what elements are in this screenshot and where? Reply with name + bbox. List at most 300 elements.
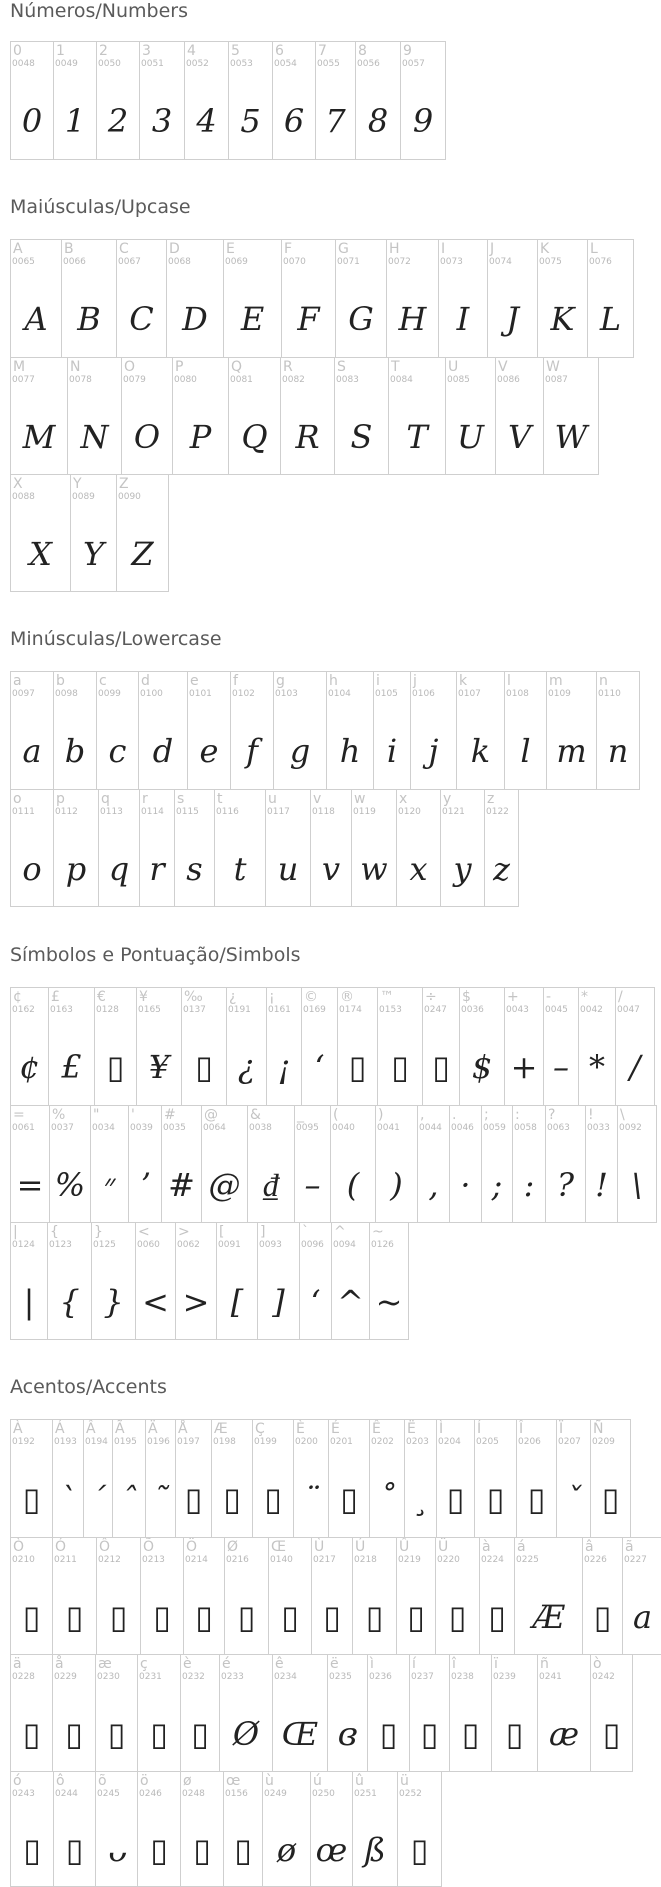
character-label: ï [494,1656,498,1672]
glyph-cell [172,357,229,475]
glyph-cell [10,474,71,592]
glyph-cell [386,239,439,358]
glyph-cell [396,789,441,907]
character-label: é [222,1656,231,1672]
character-code: 0234 [274,1672,297,1682]
character-label: æ [98,1656,112,1672]
character-label: ë [330,1656,339,1672]
character-code: 0064 [203,1123,226,1133]
character-code: 0207 [558,1437,581,1447]
character-label: 3 [142,43,151,59]
character-label: Y [73,476,82,492]
glyph-cell [514,1537,583,1655]
glyph-cell [293,1419,329,1538]
character-code: 0216 [226,1555,249,1565]
character-code: 0094 [333,1240,356,1250]
glyph-cell [301,987,338,1106]
character-code: 0196 [147,1437,170,1447]
glyph-sample: / [629,1048,641,1086]
glyph-sample: T [406,418,428,456]
character-code: 0105 [375,689,398,699]
character-label: e [190,673,199,689]
glyph-cell [268,1537,312,1655]
glyph-sample: ¸ [412,1480,429,1518]
glyph-cell [330,1105,376,1223]
character-code: 0052 [186,59,209,69]
glyph-sample: q [108,850,130,888]
glyph-cell [355,41,401,160]
character-code: 0124 [12,1240,35,1250]
character-label: % [52,1107,66,1123]
character-label: ™ [380,989,394,1005]
character-code: 0055 [317,59,340,69]
character-label: Û [399,1539,410,1555]
character-code: 0074 [489,257,512,267]
character-label: C [119,241,129,257]
character-label: ) [378,1107,384,1123]
glyph-sample: ▯ [410,1831,429,1869]
glyph-cell [49,1105,91,1223]
character-label: Ü [438,1539,449,1555]
glyph-cell [10,357,68,475]
glyph-sample: ▯ [22,1598,41,1636]
glyph-sample: h [339,732,361,770]
character-label: k [459,673,468,689]
character-code: 0086 [497,375,520,385]
character-code: 0080 [174,375,197,385]
character-code: 0228 [12,1672,35,1682]
glyph-sample: ^ [337,1283,364,1321]
character-code: 0169 [303,1005,326,1015]
character-code: 0206 [518,1437,541,1447]
glyph-cell [617,1105,657,1223]
character-code: 0069 [225,257,248,267]
character-label: Q [231,359,243,375]
glyph-cell [116,474,169,592]
glyph-cell [299,1222,332,1340]
character-code: 0101 [189,689,212,699]
character-code: 0084 [390,375,413,385]
glyph-sample: C [129,300,154,338]
character-code: 0153 [379,1005,402,1015]
character-label: S [337,359,346,375]
character-code: 0116 [216,807,239,817]
section-title: Maiúsculas/Upcase [10,196,191,218]
character-label: É [331,1421,340,1437]
glyph-cell [137,1771,181,1887]
glyph-cell [587,239,634,358]
glyph-cell [373,671,411,790]
character-label: / [618,989,623,1005]
glyph-cell [440,789,485,907]
glyph-cell [10,239,62,358]
character-code: 0197 [177,1437,200,1447]
character-label: X [13,476,23,492]
glyph-cell [52,1537,97,1655]
section-title: Números/Numbers [10,0,188,22]
character-label: Ú [355,1539,366,1555]
glyph-sample: ▯ [379,1715,398,1753]
glyph-sample: ▯ [195,1048,213,1086]
glyph-cell [400,41,446,160]
character-code: 0202 [371,1437,394,1447]
character-label: 2 [99,43,108,59]
character-label: R [283,359,293,375]
glyph-cell [96,671,139,790]
glyph-cell [10,1537,53,1655]
character-label: Ã [115,1421,125,1437]
glyph-sample: I [456,300,470,338]
character-code: 0085 [447,375,470,385]
character-label: ú [313,1773,322,1789]
glyph-sample: a [632,1598,653,1636]
glyph-cell [96,41,140,160]
glyph-cell [223,239,282,358]
character-label: 8 [358,43,367,59]
character-code: 0036 [461,1005,484,1015]
glyph-sample: ˚ [379,1480,395,1518]
character-label: , [420,1107,425,1123]
glyph-sample: ▯ [461,1715,480,1753]
character-label: ¥ [139,989,148,1005]
glyph-sample: ø [276,1831,297,1869]
character-label: d [141,673,150,689]
glyph-sample: v [321,850,341,888]
character-code: 0091 [218,1240,241,1250]
character-code: 0038 [249,1123,272,1133]
character-code: 0076 [589,257,612,267]
glyph-cell [112,1419,146,1538]
character-label: ê [275,1656,284,1672]
glyph-sample: ʻ [310,1283,321,1321]
glyph-sample: $ [471,1048,493,1086]
glyph-sample: ▯ [184,1480,203,1518]
glyph-sample: ˜ [152,1480,169,1518]
character-label: Ï [559,1421,564,1437]
character-code: 0200 [295,1437,318,1447]
character-label: Ø [227,1539,239,1555]
character-label: + [507,989,519,1005]
character-label: l [507,673,511,689]
character-code: 0067 [118,257,141,267]
glyph-cell [53,671,97,790]
glyph-sample: B [77,300,101,338]
glyph-sample: ˆ [121,1480,137,1518]
character-code: 0111 [12,807,35,817]
glyph-cell [10,987,49,1106]
character-label: g [276,673,285,689]
character-label: Ö [186,1539,198,1555]
character-code: 0199 [254,1437,277,1447]
glyph-cell [139,41,185,160]
character-code: 0247 [424,1005,447,1015]
character-label: 5 [231,43,240,59]
glyph-sample: ▯ [106,1048,125,1086]
character-code: 0059 [483,1123,506,1133]
glyph-sample: L [599,300,622,338]
character-label: y [443,791,452,807]
character-code: 0046 [451,1123,474,1133]
glyph-sample: ▯ [527,1480,546,1518]
glyph-sample: £ [61,1048,82,1086]
glyph-cell [422,987,460,1106]
character-code: 0104 [328,689,351,699]
character-code: 0112 [55,807,78,817]
glyph-cell [484,789,519,907]
glyph-sample: ɞ [337,1715,358,1753]
character-code: 0062 [177,1240,200,1250]
glyph-sample: , [428,1166,439,1204]
character-label: ? [548,1107,556,1123]
character-code: 0037 [51,1123,74,1133]
glyph-sample: ˋ [60,1480,76,1518]
glyph-cell [219,1654,273,1772]
glyph-sample: Q [241,418,268,456]
character-label: ` [302,1224,309,1240]
glyph-sample: ᴗ [106,1831,127,1869]
glyph-sample: e [199,732,219,770]
character-code: 0224 [481,1555,504,1565]
character-label: M [13,359,26,375]
character-label: î [452,1656,456,1672]
glyph-sample: Æ [532,1598,565,1636]
character-code: 0212 [98,1555,121,1565]
glyph-cell [491,1654,538,1772]
glyph-sample: ״ [103,1166,116,1204]
glyph-cell [91,1222,136,1340]
character-code: 0195 [114,1437,137,1447]
character-code: 0054 [274,59,297,69]
character-code: 0249 [264,1789,287,1799]
character-code: 0102 [232,689,255,699]
character-label: á [517,1539,526,1555]
glyph-sample: ▯ [593,1598,612,1636]
glyph-sample: f [246,732,258,770]
glyph-cell [145,1419,176,1538]
glyph-cell [187,671,231,790]
glyph-sample: ▯ [234,1831,252,1869]
glyph-cell [139,789,175,907]
glyph-sample: ¥ [148,1048,170,1086]
glyph-sample: H [398,300,427,338]
glyph-sample: d [152,732,174,770]
glyph-sample: 2 [107,102,129,140]
character-label: â [585,1539,594,1555]
glyph-sample: b [64,732,86,770]
character-code: 0191 [228,1005,251,1015]
glyph-cell [95,1771,138,1887]
character-label: Ó [55,1539,67,1555]
character-code: 0108 [506,689,529,699]
character-code: 0053 [230,59,253,69]
glyph-sample: ▯ [22,1480,41,1518]
character-code: 0040 [332,1123,355,1133]
glyph-cell [311,1537,353,1655]
glyph-cell [53,1771,96,1887]
glyph-cell [487,239,538,358]
glyph-sample: ß [364,1831,386,1869]
character-label: @ [204,1107,218,1123]
glyph-cell [10,671,54,790]
glyph-cell [315,41,356,160]
character-code: 0243 [12,1789,35,1799]
character-code: 0034 [92,1123,115,1133]
character-code: 0049 [55,59,78,69]
character-code: 0165 [138,1005,161,1015]
glyph-sample: X [29,535,52,573]
character-code: 0123 [49,1240,72,1250]
character-code: 0229 [54,1672,77,1682]
character-code: 0217 [313,1555,336,1565]
glyph-cell [252,1419,294,1538]
glyph-cell [272,1654,328,1772]
glyph-sample: t [233,850,247,888]
glyph-sample: 5 [240,102,261,140]
character-label: 6 [275,43,284,59]
glyph-sample: k [470,732,491,770]
character-label: N [70,359,81,375]
glyph-cell [52,1419,84,1538]
glyph-cell [10,1771,54,1887]
glyph-sample: ▯ [505,1715,524,1753]
glyph-sample: ▯ [195,1598,213,1636]
glyph-cell [543,987,579,1106]
character-code: 0077 [12,375,35,385]
character-code: 0099 [98,689,121,699]
character-code: 0039 [130,1123,153,1133]
glyph-cell [417,1105,450,1223]
character-label: õ [98,1773,107,1789]
glyph-cell [180,1654,220,1772]
character-code: 0162 [12,1005,35,1015]
glyph-cell [504,671,547,790]
glyph-cell [211,1419,253,1538]
character-label: Ä [148,1421,158,1437]
character-label: P [175,359,184,375]
character-code: 0248 [182,1789,205,1799]
character-label: F [284,241,293,257]
glyph-sample: ] [272,1283,285,1321]
character-label: Œ [271,1539,286,1555]
glyph-sample: j [428,732,439,770]
character-code: 0204 [438,1437,461,1447]
glyph-sample: A [24,300,48,338]
glyph-sample: æ [548,1715,580,1753]
glyph-cell [331,1222,370,1340]
character-code: 0246 [139,1789,162,1799]
character-code: 0194 [85,1437,108,1447]
character-code: 0079 [123,375,146,385]
character-code: 0118 [312,807,335,817]
glyph-sample: W [554,418,588,456]
glyph-cell [161,1105,202,1223]
glyph-sample: ; [491,1166,503,1204]
glyph-cell [459,987,505,1106]
glyph-cell [137,1654,181,1772]
character-label: ä [13,1656,22,1672]
character-code: 0122 [486,807,509,817]
glyph-cell [352,1771,398,1887]
section-title: Minúsculas/Lowercase [10,628,222,650]
character-label: Ù [314,1539,325,1555]
glyph-sample: 3 [151,102,173,140]
glyph-sample: S [350,418,373,456]
glyph-sample: M [22,418,56,456]
character-label: < [138,1224,150,1240]
glyph-sample: x [409,850,428,888]
character-code: 0087 [545,375,568,385]
glyph-sample: : [523,1166,535,1204]
glyph-sample: l [520,732,531,770]
glyph-sample: 0 [21,102,43,140]
glyph-cell [83,1419,113,1538]
character-code: 0092 [619,1123,642,1133]
character-label: ö [140,1773,149,1789]
glyph-cell [388,357,446,475]
glyph-cell [228,357,281,475]
glyph-cell [294,1105,331,1223]
glyph-sample: s [186,850,203,888]
glyph-cell [272,41,316,160]
glyph-sample: œ [315,1831,348,1869]
character-code: 0174 [339,1005,362,1015]
glyph-sample: i [386,732,398,770]
glyph-cell [98,789,140,907]
glyph-cell [369,1222,409,1340]
character-label: o [13,791,22,807]
character-code: 0045 [545,1005,568,1015]
character-code: 0233 [221,1672,244,1682]
character-code: 0109 [548,689,571,699]
character-label: a [13,673,22,689]
character-code: 0103 [275,689,298,699]
glyph-sample: * [589,1048,605,1086]
character-label: = [13,1107,25,1123]
glyph-cell [377,987,423,1106]
glyph-sample: ▯ [365,1598,384,1636]
character-code: 0041 [377,1123,400,1133]
character-code: 0056 [357,59,380,69]
glyph-cell [590,1654,633,1772]
character-label: ò [593,1656,602,1672]
character-label: L [590,241,598,257]
character-label: q [101,791,110,807]
glyph-cell [481,1105,513,1223]
glyph-cell [175,1222,217,1340]
character-label: à [482,1539,491,1555]
character-label: Ô [99,1539,111,1555]
glyph-sample: ▯ [340,1480,358,1518]
glyph-cell [281,239,336,358]
glyph-sample: 4 [196,102,217,140]
character-code: 0209 [592,1437,615,1447]
glyph-sample: ˇ [565,1480,582,1518]
character-label: \ [620,1107,625,1123]
glyph-sample: # [168,1166,195,1204]
glyph-cell [228,41,273,160]
character-label: h [329,673,338,689]
character-label: & [250,1107,261,1123]
glyph-sample: c [108,732,127,770]
character-label: œ [226,1773,241,1789]
character-code: 0140 [270,1555,293,1565]
glyph-sample: 1 [64,102,86,140]
glyph-cell [223,1771,263,1887]
glyph-sample: ? [556,1166,575,1204]
character-code: 0121 [442,807,465,817]
character-label: U [448,359,459,375]
glyph-cell [116,239,167,358]
